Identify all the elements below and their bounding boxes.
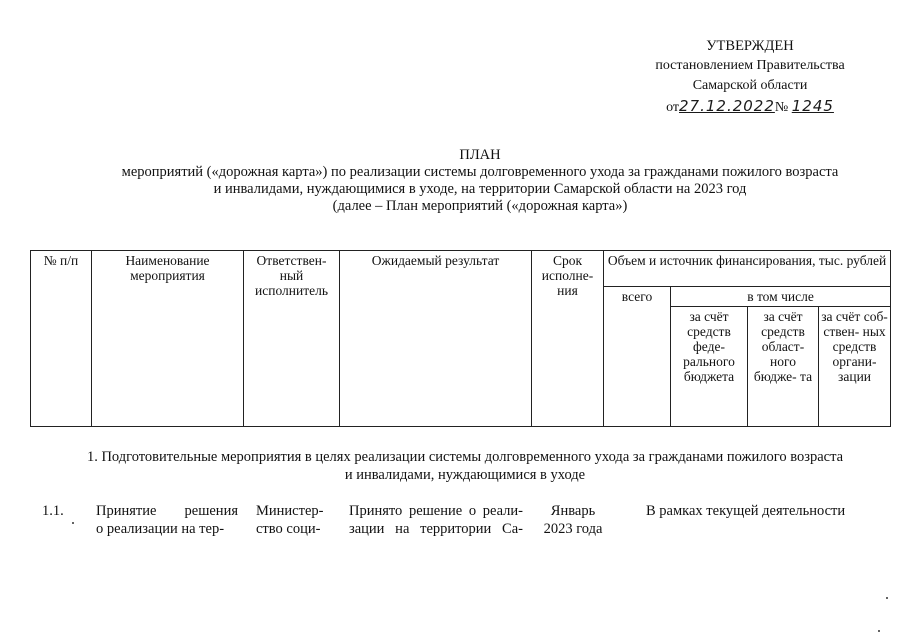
row-number: 1.1. (42, 503, 64, 519)
header-responsible: Ответствен- ный исполнитель (244, 251, 340, 427)
approval-date: 27.12.2022 (679, 97, 775, 115)
header-own-funds: за счёт соб- ствен- ных средств органи- зации (819, 307, 891, 427)
approval-number: 1245 (791, 97, 834, 115)
plan-subtitle-line-3: (далее – План мероприятий («дорожная карта») (332, 198, 628, 214)
approval-from-label: от (666, 100, 679, 115)
row-responsible-line-2: ство соци- (256, 521, 321, 537)
approval-title: УТВЕРЖДЕН (706, 38, 794, 54)
header-including: в том числе (671, 287, 891, 307)
header-number: № п/п (31, 251, 92, 427)
scan-speck (72, 522, 74, 524)
approval-dateline (610, 96, 890, 118)
approval-number-label: № (774, 100, 789, 115)
plan-title: ПЛАН (459, 147, 501, 163)
section-title-line-2: и инвалидами, нуждающимися в уходе (344, 467, 586, 483)
row-term-line-2: 2023 года (543, 521, 603, 537)
row-event-name (96, 502, 238, 538)
header-regional-budget: за счёт средств област- ного бюдже- та (748, 307, 819, 427)
plan-subtitle-line-1: мероприятий («дорожная карта») по реализации системы долговременного ухода за гражданами пожилого возраста (121, 164, 839, 180)
header-total: всего (604, 287, 671, 427)
table-row (0, 502, 905, 542)
row-responsible (256, 502, 336, 538)
row-financing: В рамках текущей деятельности (646, 503, 846, 519)
section-title-line-1: 1. Подготовительные мероприятия в целях реализации системы долговременного ухода за гражданами пожилого возраста (86, 449, 844, 465)
scan-speck (886, 597, 888, 599)
row-expected-result (349, 502, 523, 538)
section-title (45, 448, 885, 484)
row-term-line-1: Январь (550, 503, 596, 519)
row-term (533, 502, 613, 538)
header-financing: Объем и источник финансирования, тыс. рублей (604, 251, 891, 287)
row-responsible-line-1: Министер- (256, 503, 324, 519)
header-expected-result: Ожидаемый результат (340, 251, 532, 427)
row-expected-result-line-1: Принято решение о реали- (349, 503, 523, 519)
plan-subtitle-line-2: и инвалидами, нуждающимися в уходе, на территории Самарской области на 2023 год (213, 181, 747, 197)
plan-heading (60, 147, 900, 215)
approval-line-1: постановлением Правительства (655, 58, 845, 73)
approval-stamp (610, 36, 890, 118)
row-event-name-line-2: о реализации на тер- (96, 521, 225, 537)
approval-line-2: Самарской области (692, 78, 808, 93)
row-event-name-line-1: Принятие решения (96, 503, 238, 519)
header-event-name: Наименование мероприятия (92, 251, 244, 427)
header-federal-budget: за счёт средств феде- рального бюджета (671, 307, 748, 427)
scan-speck (878, 630, 880, 632)
plan-table (30, 250, 891, 427)
row-expected-result-line-2: зации на территории Са- (349, 521, 523, 537)
header-term: Срок исполне- ния (532, 251, 604, 427)
